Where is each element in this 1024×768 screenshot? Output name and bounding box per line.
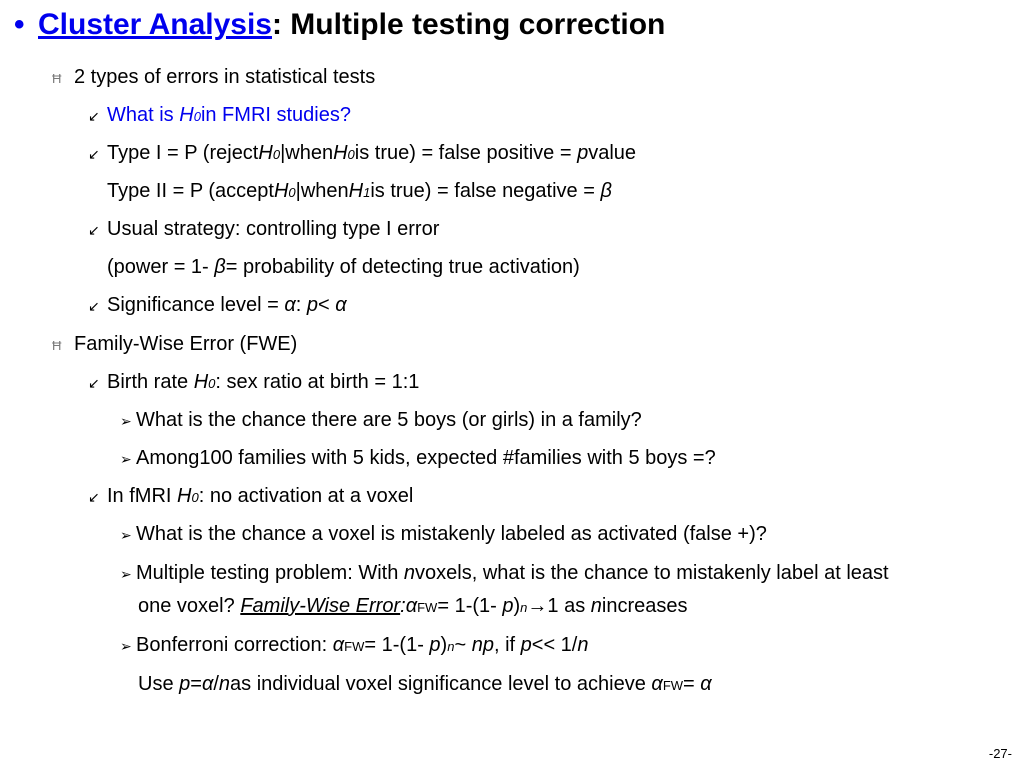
arrowhead-bullet-icon: ➢	[120, 527, 132, 543]
arrowhead-bullet-icon: ➢	[120, 451, 132, 467]
bullet-bonferroni-correction: ➢ Bonferroni correction: α FW = 1-(1- p ) n ~ np , if p << 1/ n	[120, 634, 589, 656]
family-wise-error-term: Family-Wise Error	[240, 595, 401, 617]
text-family-wise-error-formula: one voxel? Family-Wise Error : α FW = 1-(1- p ) n →1 as n increases	[138, 595, 688, 617]
title-bullet-icon: •	[14, 8, 25, 41]
text-power-definition: (power = 1- β = probability of detecting true activation)	[107, 256, 580, 278]
check-arrow-bullet-icon: ↙	[88, 489, 100, 505]
hollow-h-bullet-icon: Ħ	[52, 338, 62, 353]
bullet-usual-strategy: ↙ Usual strategy: controlling type I error	[88, 218, 440, 240]
bullet-five-boys-chance: ➢ What is the chance there are 5 boys (or girls) in a family?	[120, 409, 642, 431]
slide-title	[14, 8, 665, 52]
text-bonferroni-usage: Use p = α / n as individual voxel significance level to achieve α FW = α	[138, 673, 712, 695]
bullet-type-one-error: ↙ Type I = P (reject H 0 |when H 0 is true) = false positive = p value	[88, 142, 637, 164]
bullet-voxel-false-positive: ➢ What is the chance a voxel is mistakenly labeled as activated (false +)?	[120, 523, 767, 545]
title-text: : Multiple testing correction	[271, 8, 666, 41]
page-number: -27-	[988, 746, 1012, 761]
cluster-analysis-link[interactable]: Cluster Analysis	[38, 8, 272, 41]
bullet-errors-types: Ħ 2 types of errors in statistical tests	[52, 65, 375, 91]
check-arrow-bullet-icon: ↙	[88, 298, 100, 314]
bullet-significance-level: ↙ Significance level = α : p < α	[88, 294, 347, 316]
bullet-family-wise-error: Ħ Family-Wise Error (FWE)	[52, 332, 297, 358]
bullet-fmri-h0: ↙ In fMRI H 0 : no activation at a voxel	[88, 485, 414, 507]
arrowhead-bullet-icon: ➢	[120, 566, 132, 582]
bullet-what-is-h0: ↙ What is H 0 in FMRI studies?	[88, 104, 351, 126]
hollow-h-bullet-icon: Ħ	[52, 71, 62, 86]
bullet-birth-rate: ↙ Birth rate H 0 : sex ratio at birth = 1:1	[88, 371, 420, 393]
arrowhead-bullet-icon: ➢	[120, 638, 132, 654]
text-type-two-error: Type II = P (accept H 0 |when H 1 is true) = false negative = β	[107, 180, 612, 202]
check-arrow-bullet-icon: ↙	[88, 222, 100, 238]
arrowhead-bullet-icon: ➢	[120, 413, 132, 429]
check-arrow-bullet-icon: ↙	[88, 375, 100, 391]
bullet-multiple-testing-problem: ➢ Multiple testing problem: With n voxels, what is the chance to mistakenly label at least	[120, 562, 889, 584]
bullet-hundred-families: ➢ Among100 families with 5 kids, expected #families with 5 boys =?	[120, 447, 716, 469]
check-arrow-bullet-icon: ↙	[88, 108, 100, 124]
check-arrow-bullet-icon: ↙	[88, 146, 100, 162]
